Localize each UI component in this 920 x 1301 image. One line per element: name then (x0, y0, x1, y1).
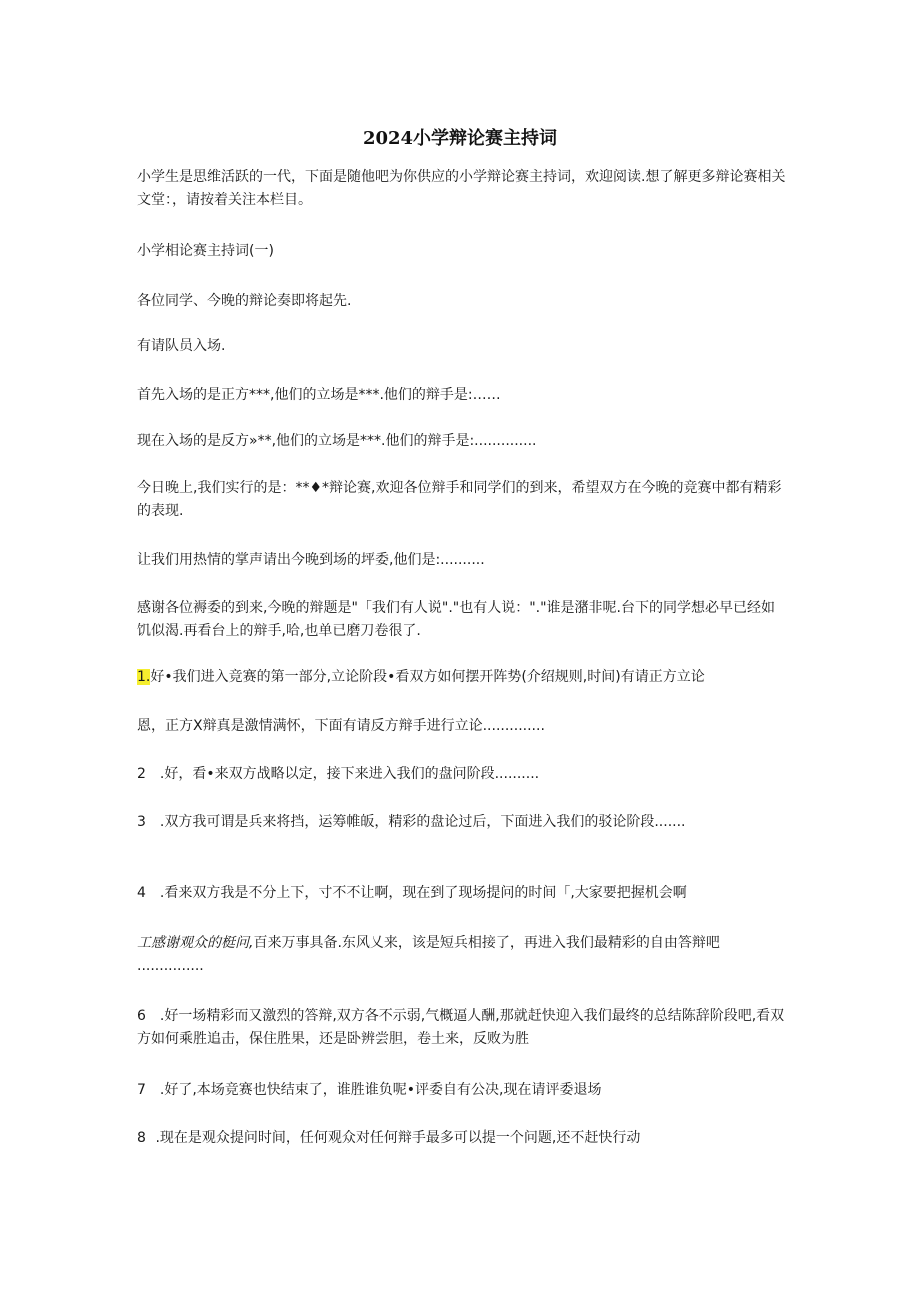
paragraph-text: .好了,本场竞赛也快结束了，谁胜谁负呢•评委自有公决,现在请评委退场 (151, 1082, 602, 1098)
item-number: 4 (137, 885, 146, 901)
paragraph-text: 现在入场的是反方»**,他们的立场是***.他们的辩手是:.............. (137, 433, 537, 449)
paragraph (137, 597, 787, 643)
numbered-item (137, 1127, 787, 1150)
paragraph-text: 首先入场的是正方***,他们的立场是***.他们的辩手是:…… (137, 387, 501, 403)
item-number: 6 (137, 1008, 146, 1024)
item-number: 3 (137, 814, 146, 830)
paragraph (137, 290, 787, 313)
paragraph-text: 今日晚上,我们实行的是：**♦*辩论赛,欢迎各位辩手和同学们的到来，希望双方在今晚的竞赛中都有精彩的表现. (137, 480, 782, 519)
paragraph-text: 恩，正方X辩真是激情满怀，下面有请反方辩手进行立论.............. (137, 718, 545, 734)
item-number: 8 (137, 1130, 146, 1146)
paragraph-text: 小学相论赛主持词(一) (137, 243, 274, 259)
numbered-item (137, 1005, 787, 1051)
paragraph (137, 335, 787, 358)
item-number: 2 (137, 766, 146, 782)
paragraph-text: .看来双方我是不分上下，寸不不让啊，现在到了现场提问的时间「,大家要把握机会啊 (151, 885, 687, 901)
paragraph-text: .好一场精彩而又激烈的答辩,双方各不示弱,气概逼人酬,那就赶快迎入我们最终的总结陈辞阶段吧,看双方如何乘胜追击，保住胜果，还是卧辨尝胆，卷土来，反败为胜 (137, 1008, 785, 1047)
paragraph (137, 430, 787, 453)
item-number: 7 (137, 1082, 146, 1098)
numbered-item (137, 1079, 787, 1102)
numbered-item (137, 666, 787, 689)
paragraph-text: 感谢各位褥委的到来,今晚的辩题是"「我们有人说"."也有人说："."谁是潴非呢.台下的同学想必早已经如饥似渴.再看台上的辩手,哈,也单已磨刀卷很了. (137, 600, 775, 639)
paragraph-text: 小学生是思维活跃的一代，下面是随他吧为你供应的小学辩论赛主持词，欢迎阅读.想了解更多辩论赛相关文堂：，请按着关注本栏目。 (137, 169, 786, 208)
paragraph-text: 各位同学、今晚的辩论奏即将起先. (137, 293, 352, 309)
document-title: 2024小学辩论赛主持词 (362, 128, 558, 149)
paragraph-text: 百来万事具备.东风乂来，该是短兵相接了，再进入我们最精彩的自由答辩吧 ............... (137, 935, 725, 974)
paragraph-text: 有请队员入场. (137, 338, 226, 354)
numbered-item (137, 763, 787, 786)
numbered-item (137, 811, 787, 834)
item-number: 1. (137, 669, 151, 685)
italic-lead: 工感谢观众的梃问, (137, 935, 254, 951)
paragraph-text: 好•我们进入竞赛的第一部分,立论阶段•看双方如何摆开阵势(介绍规则,时间)有请正方立论 (150, 669, 705, 685)
paragraph-text: .现在是观众提问时间，任何观众对任何辩手最多可以提一个问题,还不赶快行动 (151, 1130, 641, 1146)
paragraph (137, 477, 787, 523)
paragraph-text: 让我们用热情的掌声请出今晚到场的坪委,他们是:.......... (137, 552, 485, 568)
paragraph-text: .双方我可谓是兵来将挡，运筹帷皈，精彩的盘论过后，下面进入我们的驳论阶段....... (151, 814, 686, 830)
paragraph (137, 932, 787, 978)
numbered-item (137, 882, 787, 905)
section-heading (137, 240, 787, 263)
intro-paragraph (137, 166, 787, 212)
paragraph (137, 715, 787, 738)
paragraph-text: .好，看•来双方战略以定，接下来进入我们的盘问阶段.......... (151, 766, 540, 782)
paragraph (137, 549, 787, 572)
paragraph (137, 384, 787, 407)
